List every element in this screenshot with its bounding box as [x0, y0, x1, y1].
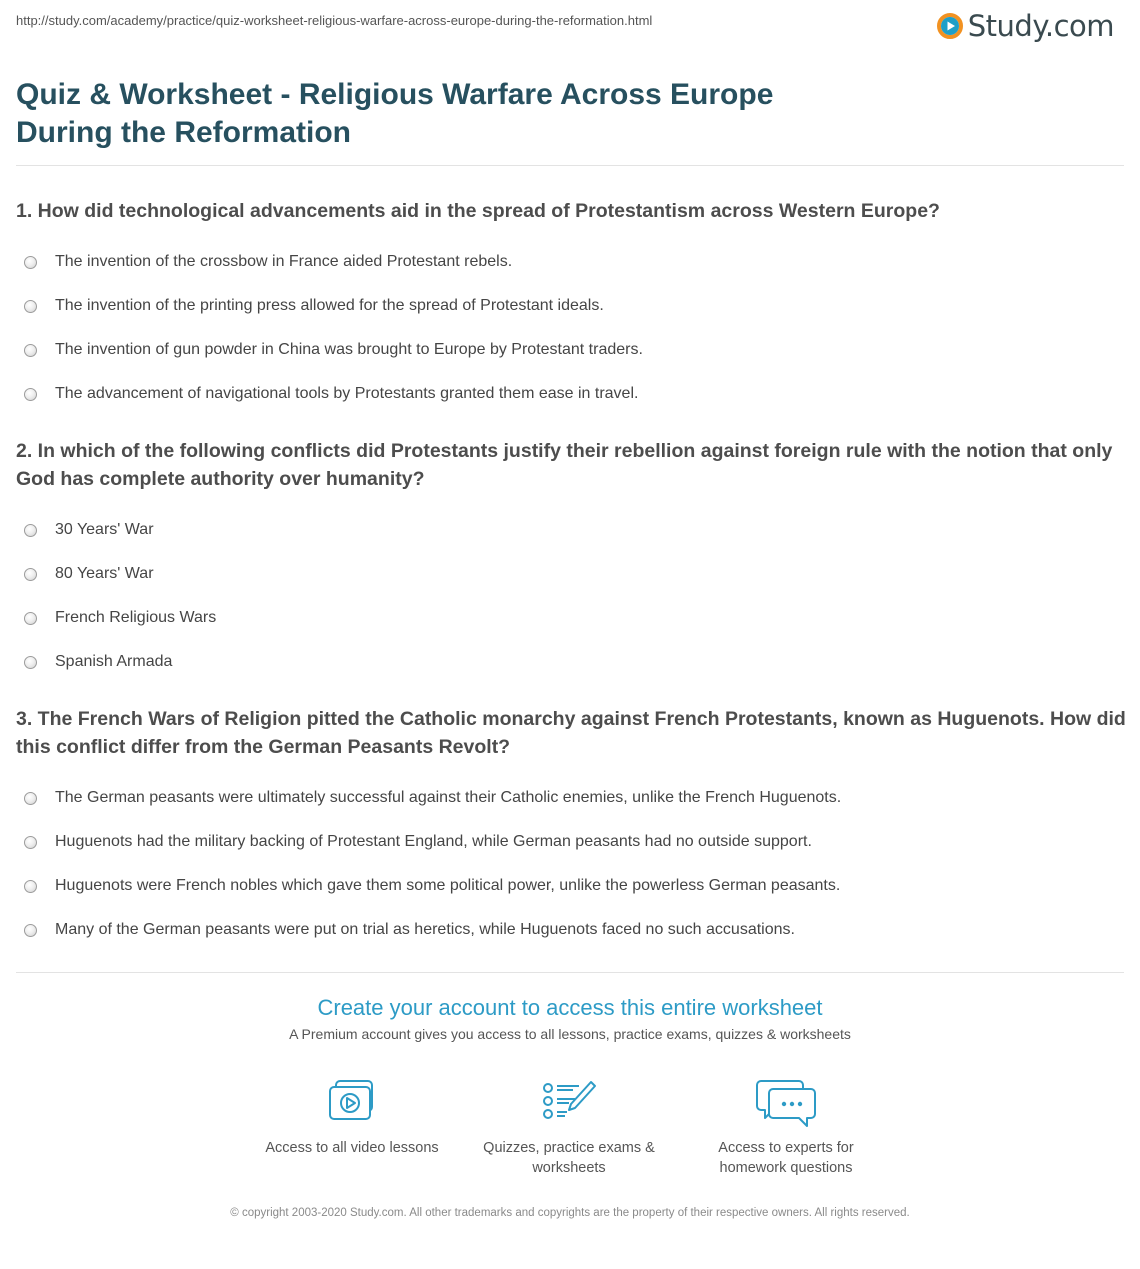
chat-bubbles-icon — [753, 1078, 819, 1128]
answer-label: Huguenots had the military backing of Protestant England, while German peasants had no outside support. — [55, 833, 812, 850]
answer-label: 80 Years' War — [55, 565, 154, 582]
question-3 — [16, 705, 1126, 952]
video-lessons-icon — [322, 1078, 382, 1128]
study-logo[interactable] — [937, 6, 1114, 46]
radio-button[interactable] — [24, 792, 37, 805]
feature-video-lessons — [252, 1078, 452, 1158]
play-circle-icon — [937, 13, 963, 39]
page-title: Quiz & Worksheet - Religious Warfare Across Europe During the Reformation — [16, 78, 774, 149]
question-text: 3. The French Wars of Religion pitted the Catholic monarchy against French Protestants, known as Huguenots. How did this conflict differ from the German Peasants Revolt? — [16, 708, 1126, 758]
answer-label: Spanish Armada — [55, 653, 173, 670]
feature-experts — [686, 1078, 886, 1178]
feature-label: Access to experts for homework questions — [718, 1140, 854, 1176]
title-divider — [16, 165, 1124, 166]
answer-option[interactable] — [16, 328, 1126, 372]
answer-label: The invention of the printing press allowed for the spread of Protestant ideals. — [55, 297, 604, 314]
answer-option[interactable] — [16, 820, 1126, 864]
answer-option[interactable] — [16, 552, 1126, 596]
radio-button[interactable] — [24, 388, 37, 401]
radio-button[interactable] — [24, 256, 37, 269]
answer-label: The invention of gun powder in China was brought to Europe by Protestant traders. — [55, 341, 643, 358]
radio-button[interactable] — [24, 836, 37, 849]
radio-button[interactable] — [24, 344, 37, 357]
question-2 — [16, 437, 1126, 684]
answer-option[interactable] — [16, 864, 1126, 908]
quiz-checklist-icon — [539, 1078, 599, 1128]
radio-button[interactable] — [24, 612, 37, 625]
radio-button[interactable] — [24, 924, 37, 937]
radio-button[interactable] — [24, 524, 37, 537]
radio-button[interactable] — [24, 880, 37, 893]
question-text: 1. How did technological advancements aid in the spread of Protestantism across Western Europe? — [16, 200, 940, 222]
answer-label: The advancement of navigational tools by Protestants granted them ease in travel. — [55, 385, 639, 402]
copyright-notice: © copyright 2003-2020 Study.com. All other trademarks and copyrights are the property of their respective owners. All rights reserved. — [230, 1207, 910, 1219]
feature-quizzes — [469, 1078, 669, 1178]
question-1 — [16, 197, 1126, 416]
feature-label: Quizzes, practice exams & worksheets — [483, 1140, 655, 1176]
answer-label: Huguenots were French nobles which gave them some political power, unlike the powerless German peasants. — [55, 877, 841, 894]
feature-label: Access to all video lessons — [265, 1140, 439, 1156]
radio-button[interactable] — [24, 568, 37, 581]
radio-button[interactable] — [24, 300, 37, 313]
answer-option[interactable] — [16, 240, 1126, 284]
answer-label: French Religious Wars — [55, 609, 217, 626]
section-divider — [16, 972, 1124, 973]
answer-label: The invention of the crossbow in France aided Protestant rebels. — [55, 253, 513, 270]
answer-option[interactable] — [16, 596, 1126, 640]
radio-button[interactable] — [24, 656, 37, 669]
answer-option[interactable] — [16, 640, 1126, 684]
page-url: http://study.com/academy/practice/quiz-worksheet-religious-warfare-across-europe-during-the-reformation.html — [16, 13, 653, 28]
answer-label: The German peasants were ultimately successful against their Catholic enemies, unlike the French Huguenots. — [55, 789, 842, 806]
answer-option[interactable] — [16, 372, 1126, 416]
answer-option[interactable] — [16, 284, 1126, 328]
answer-option[interactable] — [16, 776, 1126, 820]
create-account-link[interactable]: Create your account to access this entire worksheet — [317, 995, 823, 1020]
answer-option[interactable] — [16, 508, 1126, 552]
cta-subtitle: A Premium account gives you access to all lessons, practice exams, quizzes & worksheets — [289, 1026, 851, 1042]
question-text: 2. In which of the following conflicts did Protestants justify their rebellion against foreign rule with the notion that only God has complete authority over humanity? — [16, 440, 1113, 490]
answer-option[interactable] — [16, 908, 1126, 952]
logo-text: Study.com — [967, 9, 1114, 43]
answer-label: 30 Years' War — [55, 521, 154, 538]
answer-label: Many of the German peasants were put on trial as heretics, while Huguenots faced no such accusations. — [55, 921, 795, 938]
